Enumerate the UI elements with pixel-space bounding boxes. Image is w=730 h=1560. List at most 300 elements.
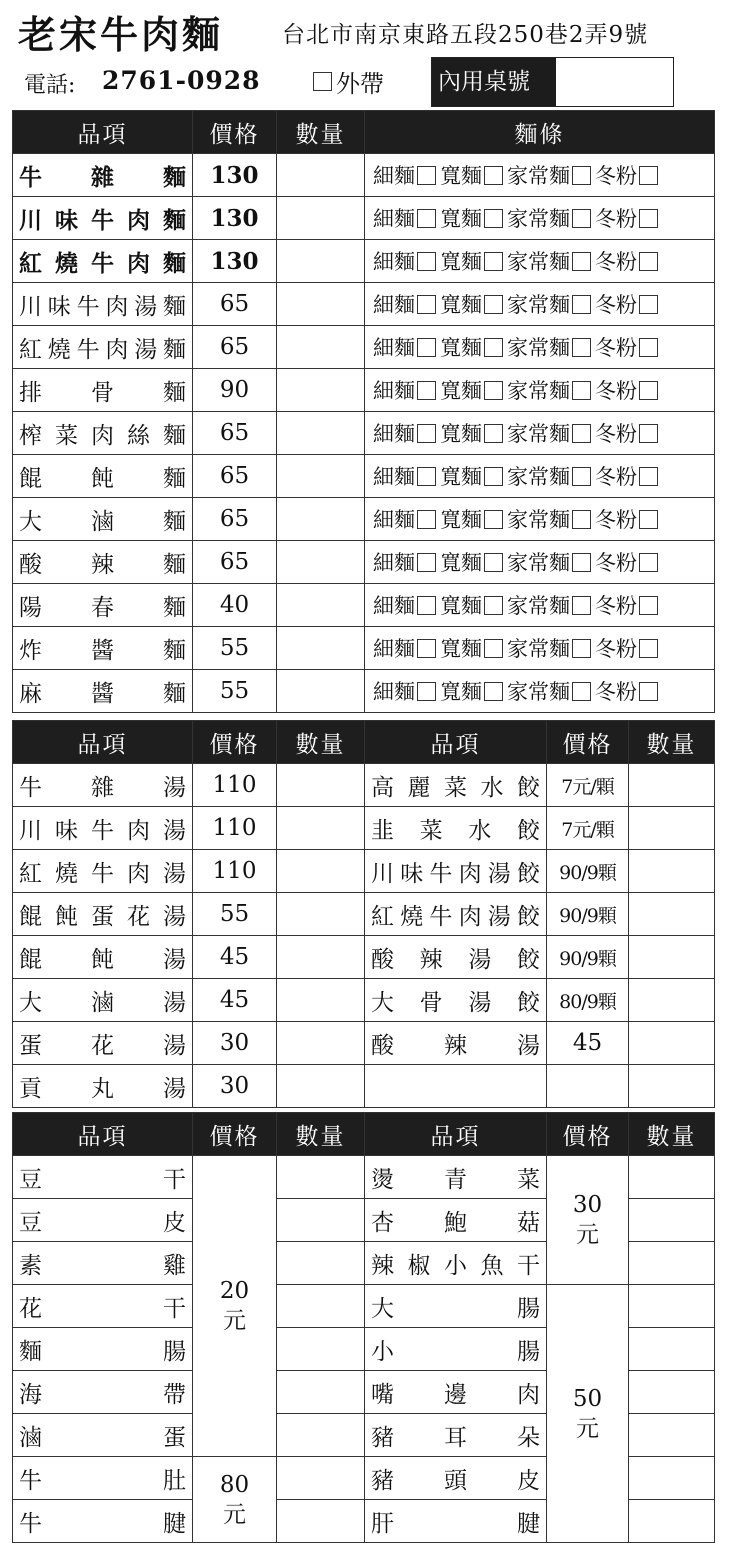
noodle-options bbox=[365, 584, 715, 627]
quantity-cell[interactable] bbox=[277, 369, 365, 412]
noodle-option-label: 細麵 bbox=[373, 637, 415, 661]
noodle-option-label: 冬粉 bbox=[595, 422, 637, 446]
quantity-cell[interactable] bbox=[277, 893, 365, 936]
quantity-cell[interactable] bbox=[277, 764, 365, 807]
noodle-checkbox[interactable] bbox=[417, 338, 436, 357]
item-name-text: 牛 雜 麵 bbox=[19, 163, 186, 191]
item-price: 45 bbox=[547, 1022, 629, 1065]
item-price: 55 bbox=[193, 627, 277, 670]
item-name-text: 嘴 邊 肉 bbox=[371, 1381, 540, 1408]
noodle-checkbox[interactable] bbox=[484, 553, 503, 572]
item-price: 65 bbox=[193, 498, 277, 541]
item-name-text: 豬 耳 朵 bbox=[371, 1424, 540, 1451]
noodle-checkbox[interactable] bbox=[484, 510, 503, 529]
noodle-checkbox[interactable] bbox=[484, 295, 503, 314]
noodle-option-label: 冬粉 bbox=[595, 379, 637, 403]
noodle-checkbox[interactable] bbox=[417, 639, 436, 658]
item-price: 55 bbox=[193, 670, 277, 713]
noodle-checkbox[interactable] bbox=[572, 295, 591, 314]
quantity-cell[interactable] bbox=[277, 154, 365, 197]
quantity-cell[interactable] bbox=[277, 627, 365, 670]
noodle-option-label: 冬粉 bbox=[595, 164, 637, 188]
noodle-option[interactable] bbox=[595, 203, 658, 233]
column-header: 數量 bbox=[277, 721, 365, 764]
noodle-checkbox[interactable] bbox=[417, 682, 436, 701]
noodle-option-label: 冬粉 bbox=[595, 250, 637, 274]
noodle-checkbox[interactable] bbox=[639, 209, 658, 228]
noodle-options bbox=[365, 627, 715, 670]
quantity-cell[interactable] bbox=[629, 936, 715, 979]
quantity-cell[interactable] bbox=[629, 764, 715, 807]
noodle-option-label: 細麵 bbox=[373, 680, 415, 704]
noodle-checkbox[interactable] bbox=[572, 639, 591, 658]
noodle-option-label: 細麵 bbox=[373, 465, 415, 489]
noodle-checkbox[interactable] bbox=[484, 252, 503, 271]
noodle-option[interactable] bbox=[507, 160, 591, 190]
noodle-checkbox[interactable] bbox=[484, 639, 503, 658]
noodle-checkbox[interactable] bbox=[484, 424, 503, 443]
item-name-text: 貢 丸 湯 bbox=[19, 1075, 186, 1102]
noodle-option-label: 寬麵 bbox=[440, 207, 482, 231]
quantity-cell[interactable] bbox=[277, 1457, 365, 1500]
dinein-table-field[interactable] bbox=[431, 57, 674, 107]
noodle-options bbox=[365, 455, 715, 498]
table-row bbox=[13, 584, 715, 627]
noodle-checkbox[interactable] bbox=[572, 381, 591, 400]
noodle-option[interactable] bbox=[440, 289, 503, 319]
quantity-cell[interactable] bbox=[277, 1371, 365, 1414]
item-name bbox=[13, 670, 193, 713]
item-name bbox=[13, 1022, 193, 1065]
noodle-checkbox[interactable] bbox=[417, 553, 436, 572]
group-price-value: 20 bbox=[219, 1278, 250, 1304]
quantity-cell[interactable] bbox=[629, 979, 715, 1022]
item-name bbox=[13, 412, 193, 455]
quantity-cell[interactable] bbox=[629, 1285, 715, 1328]
item-name bbox=[13, 936, 193, 979]
column-header: 價格 bbox=[193, 1113, 277, 1156]
item-price: 65 bbox=[193, 283, 277, 326]
noodle-option-label: 冬粉 bbox=[595, 207, 637, 231]
noodle-option-label: 寬麵 bbox=[440, 465, 482, 489]
noodle-option-label: 冬粉 bbox=[595, 551, 637, 575]
noodle-checkbox[interactable] bbox=[484, 467, 503, 486]
noodle-checkbox[interactable] bbox=[417, 424, 436, 443]
group-price bbox=[547, 1285, 629, 1543]
table-row bbox=[13, 154, 715, 197]
noodle-options bbox=[365, 283, 715, 326]
noodle-option[interactable] bbox=[595, 289, 658, 319]
table-row bbox=[13, 541, 715, 584]
noodle-option[interactable] bbox=[595, 547, 658, 577]
noodle-option[interactable] bbox=[373, 246, 436, 276]
noodle-option[interactable] bbox=[440, 676, 503, 706]
group-price-value: 80 bbox=[219, 1471, 250, 1498]
noodle-checkbox[interactable] bbox=[639, 381, 658, 400]
quantity-cell[interactable] bbox=[629, 1022, 715, 1065]
item-name bbox=[365, 979, 547, 1022]
noodle-option[interactable] bbox=[595, 418, 658, 448]
item-price bbox=[547, 1065, 629, 1108]
item-name bbox=[13, 541, 193, 584]
table-row bbox=[13, 764, 715, 807]
noodle-option[interactable] bbox=[507, 676, 591, 706]
table-row bbox=[13, 670, 715, 713]
noodle-option-label: 家常麵 bbox=[507, 637, 570, 661]
item-name bbox=[13, 1156, 193, 1199]
item-name bbox=[365, 1285, 547, 1328]
table-row bbox=[13, 893, 715, 936]
noodle-checkbox[interactable] bbox=[417, 295, 436, 314]
item-name bbox=[13, 850, 193, 893]
noodle-option-label: 細麵 bbox=[373, 422, 415, 446]
noodle-option[interactable] bbox=[373, 289, 436, 319]
noodle-option[interactable] bbox=[507, 332, 591, 362]
group-price-unit: 元 bbox=[223, 1501, 246, 1528]
item-price: 90/9顆 bbox=[547, 936, 629, 979]
noodle-option-label: 冬粉 bbox=[595, 465, 637, 489]
item-price: 110 bbox=[193, 807, 277, 850]
noodle-option[interactable] bbox=[373, 375, 436, 405]
noodle-checkbox[interactable] bbox=[639, 252, 658, 271]
item-price: 65 bbox=[193, 541, 277, 584]
noodle-option[interactable] bbox=[595, 633, 658, 663]
noodle-option-label: 冬粉 bbox=[595, 336, 637, 360]
group-price-unit: 元 bbox=[576, 1415, 599, 1442]
item-price: 7元/顆 bbox=[547, 807, 629, 850]
noodle-option[interactable] bbox=[440, 590, 503, 620]
item-name bbox=[13, 1285, 193, 1328]
item-name bbox=[365, 764, 547, 807]
noodle-checkbox[interactable] bbox=[639, 510, 658, 529]
noodle-option[interactable] bbox=[595, 461, 658, 491]
noodle-checkbox[interactable] bbox=[639, 295, 658, 314]
noodle-checkbox[interactable] bbox=[572, 166, 591, 185]
item-price: 90/9顆 bbox=[547, 893, 629, 936]
noodle-option-label: 寬麵 bbox=[440, 164, 482, 188]
item-name bbox=[365, 850, 547, 893]
noodle-checkbox[interactable] bbox=[639, 596, 658, 615]
item-name bbox=[13, 154, 193, 197]
noodle-checkbox[interactable] bbox=[417, 510, 436, 529]
quantity-cell[interactable] bbox=[277, 936, 365, 979]
quantity-cell[interactable] bbox=[277, 1328, 365, 1371]
quantity-cell[interactable] bbox=[277, 1414, 365, 1457]
noodle-option[interactable] bbox=[373, 504, 436, 534]
group-price bbox=[547, 1156, 629, 1285]
quantity-cell[interactable] bbox=[629, 1457, 715, 1500]
item-name bbox=[365, 1242, 547, 1285]
noodle-option-label: 冬粉 bbox=[595, 594, 637, 618]
noodle-option-label: 家常麵 bbox=[507, 422, 570, 446]
item-name-text: 豬 頭 皮 bbox=[371, 1467, 540, 1494]
item-name-text: 海 帶 bbox=[19, 1381, 186, 1408]
quantity-cell[interactable] bbox=[629, 893, 715, 936]
noodle-options bbox=[365, 412, 715, 455]
table-row bbox=[13, 1065, 715, 1108]
quantity-cell[interactable] bbox=[277, 979, 365, 1022]
quantity-cell[interactable] bbox=[277, 1500, 365, 1543]
noodle-options bbox=[365, 240, 715, 283]
noodle-option[interactable] bbox=[507, 590, 591, 620]
quantity-cell[interactable] bbox=[629, 1065, 715, 1108]
quantity-cell[interactable] bbox=[629, 1156, 715, 1199]
item-name bbox=[365, 1457, 547, 1500]
quantity-cell[interactable] bbox=[629, 850, 715, 893]
column-header: 數量 bbox=[277, 1113, 365, 1156]
item-name bbox=[365, 1022, 547, 1065]
noodle-option-label: 細麵 bbox=[373, 508, 415, 532]
item-price: 55 bbox=[193, 893, 277, 936]
item-name-text: 紅 燒 牛 肉 麵 bbox=[19, 249, 186, 277]
item-name-text: 牛 肚 bbox=[19, 1467, 186, 1494]
item-name bbox=[13, 1199, 193, 1242]
noodle-checkbox[interactable] bbox=[484, 596, 503, 615]
noodle-option[interactable] bbox=[440, 332, 503, 362]
quantity-cell[interactable] bbox=[277, 498, 365, 541]
item-name bbox=[13, 1371, 193, 1414]
column-header: 價格 bbox=[193, 721, 277, 764]
column-header: 數量 bbox=[277, 111, 365, 154]
noodle-option[interactable] bbox=[373, 461, 436, 491]
noodle-option[interactable] bbox=[440, 375, 503, 405]
quantity-cell[interactable] bbox=[277, 1065, 365, 1108]
column-header: 價格 bbox=[193, 111, 277, 154]
noodle-option[interactable] bbox=[507, 375, 591, 405]
item-name bbox=[365, 1199, 547, 1242]
noodle-option[interactable] bbox=[373, 418, 436, 448]
quantity-cell[interactable] bbox=[629, 1328, 715, 1371]
item-name bbox=[13, 283, 193, 326]
noodle-checkbox[interactable] bbox=[639, 166, 658, 185]
noodle-option[interactable] bbox=[373, 203, 436, 233]
quantity-cell[interactable] bbox=[277, 197, 365, 240]
noodle-option-label: 冬粉 bbox=[595, 293, 637, 317]
item-name bbox=[365, 1371, 547, 1414]
item-name bbox=[13, 1457, 193, 1500]
quantity-cell[interactable] bbox=[277, 670, 365, 713]
item-name bbox=[365, 893, 547, 936]
table-row bbox=[13, 850, 715, 893]
noodle-checkbox[interactable] bbox=[572, 682, 591, 701]
quantity-cell[interactable] bbox=[629, 1242, 715, 1285]
item-name bbox=[13, 584, 193, 627]
item-name-text: 豆 皮 bbox=[19, 1209, 186, 1236]
noodle-checkbox[interactable] bbox=[417, 596, 436, 615]
noodle-checkbox[interactable] bbox=[572, 510, 591, 529]
noodle-checkbox[interactable] bbox=[484, 682, 503, 701]
column-header: 價格 bbox=[547, 721, 629, 764]
noodle-options bbox=[365, 670, 715, 713]
noodle-option[interactable] bbox=[440, 418, 503, 448]
item-name bbox=[13, 369, 193, 412]
takeout-option[interactable] bbox=[313, 64, 384, 99]
noodle-option[interactable] bbox=[595, 590, 658, 620]
noodle-option[interactable] bbox=[595, 332, 658, 362]
quantity-cell[interactable] bbox=[277, 240, 365, 283]
noodle-option-label: 寬麵 bbox=[440, 508, 482, 532]
noodle-option-label: 寬麵 bbox=[440, 594, 482, 618]
column-header: 價格 bbox=[547, 1113, 629, 1156]
quantity-cell[interactable] bbox=[277, 1199, 365, 1242]
noodle-checkbox[interactable] bbox=[484, 338, 503, 357]
item-name-text: 蛋 花 湯 bbox=[19, 1032, 186, 1059]
item-price: 30 bbox=[193, 1065, 277, 1108]
table-row bbox=[13, 1285, 715, 1328]
noodle-checkbox[interactable] bbox=[417, 381, 436, 400]
group-price-unit: 元 bbox=[576, 1222, 599, 1248]
item-name-text: 花 干 bbox=[19, 1295, 186, 1322]
noodle-checkbox[interactable] bbox=[484, 381, 503, 400]
noodle-option[interactable] bbox=[373, 547, 436, 577]
noodle-checkbox[interactable] bbox=[639, 424, 658, 443]
phone-label: 電話: bbox=[24, 73, 76, 98]
noodle-checkbox[interactable] bbox=[639, 553, 658, 572]
noodle-option[interactable] bbox=[440, 633, 503, 663]
quantity-cell[interactable] bbox=[629, 1414, 715, 1457]
quantity-cell[interactable] bbox=[277, 1022, 365, 1065]
noodle-option[interactable] bbox=[595, 676, 658, 706]
column-header: 品項 bbox=[13, 721, 193, 764]
quantity-cell[interactable] bbox=[277, 850, 365, 893]
noodle-checkbox[interactable] bbox=[417, 166, 436, 185]
quantity-cell[interactable] bbox=[277, 412, 365, 455]
item-name bbox=[13, 498, 193, 541]
quantity-cell[interactable] bbox=[629, 1500, 715, 1543]
table-row bbox=[13, 498, 715, 541]
item-name-text: 炸 醬 麵 bbox=[19, 637, 186, 664]
noodle-option[interactable] bbox=[507, 504, 591, 534]
noodle-checkbox[interactable] bbox=[639, 682, 658, 701]
quantity-cell[interactable] bbox=[629, 1371, 715, 1414]
item-name-text: 牛 腱 bbox=[19, 1510, 186, 1537]
noodle-option[interactable] bbox=[507, 547, 591, 577]
group-price bbox=[193, 1156, 277, 1457]
noodle-checkbox[interactable] bbox=[572, 424, 591, 443]
noodle-option[interactable] bbox=[373, 332, 436, 362]
quantity-cell[interactable] bbox=[629, 1199, 715, 1242]
noodle-option-label: 家常麵 bbox=[507, 594, 570, 618]
noodle-option[interactable] bbox=[507, 289, 591, 319]
table-row bbox=[13, 979, 715, 1022]
noodle-option-label: 細麵 bbox=[373, 594, 415, 618]
item-name-text: 酸 辣 湯 餃 bbox=[371, 946, 540, 973]
group-price bbox=[193, 1457, 277, 1543]
column-header: 數量 bbox=[629, 1113, 715, 1156]
noodle-checkbox[interactable] bbox=[639, 338, 658, 357]
item-name-text: 大 腸 bbox=[371, 1295, 540, 1322]
noodle-checkbox[interactable] bbox=[572, 553, 591, 572]
noodle-option-label: 細麵 bbox=[373, 250, 415, 274]
noodle-option-label: 家常麵 bbox=[507, 293, 570, 317]
item-name-text: 川 味 牛 肉 湯 餃 bbox=[371, 860, 540, 887]
item-name bbox=[365, 1065, 547, 1108]
quantity-cell[interactable] bbox=[277, 1285, 365, 1328]
noodle-option[interactable] bbox=[595, 504, 658, 534]
group-price-value: 30 bbox=[572, 1192, 603, 1218]
noodle-checkbox[interactable] bbox=[572, 596, 591, 615]
item-name-text: 麵 腸 bbox=[19, 1338, 186, 1365]
noodle-option-label: 家常麵 bbox=[507, 207, 570, 231]
phone-number: 2761-0928 bbox=[102, 66, 261, 95]
noodle-options bbox=[365, 326, 715, 369]
noodle-checkbox[interactable] bbox=[572, 209, 591, 228]
item-name bbox=[365, 1500, 547, 1543]
item-price: 80/9顆 bbox=[547, 979, 629, 1022]
noodle-option[interactable] bbox=[440, 461, 503, 491]
item-name-text: 餛 飩 湯 bbox=[19, 946, 186, 973]
noodle-checkbox[interactable] bbox=[572, 467, 591, 486]
noodle-option[interactable] bbox=[440, 203, 503, 233]
noodle-option-label: 家常麵 bbox=[507, 336, 570, 360]
table-row bbox=[13, 326, 715, 369]
noodle-option[interactable] bbox=[440, 504, 503, 534]
noodle-checkbox[interactable] bbox=[484, 166, 503, 185]
noodle-option[interactable] bbox=[440, 547, 503, 577]
noodle-checkbox[interactable] bbox=[484, 209, 503, 228]
quantity-cell[interactable] bbox=[277, 283, 365, 326]
noodle-checkbox[interactable] bbox=[639, 467, 658, 486]
item-name bbox=[13, 893, 193, 936]
quantity-cell[interactable] bbox=[277, 541, 365, 584]
item-name bbox=[13, 326, 193, 369]
quantity-cell[interactable] bbox=[277, 1242, 365, 1285]
noodle-option-label: 細麵 bbox=[373, 293, 415, 317]
noodle-options bbox=[365, 498, 715, 541]
noodle-options bbox=[365, 154, 715, 197]
item-price: 45 bbox=[193, 979, 277, 1022]
table-row bbox=[13, 455, 715, 498]
quantity-cell[interactable] bbox=[629, 807, 715, 850]
quantity-cell[interactable] bbox=[277, 807, 365, 850]
noodle-option[interactable] bbox=[507, 203, 591, 233]
noodle-checkbox[interactable] bbox=[417, 209, 436, 228]
item-name-text: 大 滷 麵 bbox=[19, 508, 186, 535]
noodle-checkbox[interactable] bbox=[417, 252, 436, 271]
takeout-checkbox[interactable] bbox=[313, 72, 332, 91]
noodle-option[interactable] bbox=[595, 246, 658, 276]
noodle-checkbox[interactable] bbox=[572, 338, 591, 357]
noodle-option[interactable] bbox=[373, 160, 436, 190]
noodle-option[interactable] bbox=[507, 461, 591, 491]
table-row bbox=[13, 197, 715, 240]
quantity-cell[interactable] bbox=[277, 1156, 365, 1199]
noodle-option[interactable] bbox=[440, 246, 503, 276]
table-row bbox=[13, 369, 715, 412]
noodle-menu-table bbox=[12, 110, 715, 713]
quantity-cell[interactable] bbox=[277, 455, 365, 498]
noodle-option[interactable] bbox=[507, 246, 591, 276]
noodle-option[interactable] bbox=[440, 160, 503, 190]
noodle-checkbox[interactable] bbox=[572, 252, 591, 271]
noodle-option[interactable] bbox=[373, 590, 436, 620]
item-name-text: 川 味 牛 肉 湯 麵 bbox=[19, 293, 186, 320]
table-row bbox=[13, 936, 715, 979]
quantity-cell[interactable] bbox=[277, 326, 365, 369]
item-name-text: 紅 燒 牛 肉 湯 餃 bbox=[371, 903, 540, 930]
noodle-option[interactable] bbox=[595, 160, 658, 190]
noodle-checkbox[interactable] bbox=[417, 467, 436, 486]
item-name-text: 川 味 牛 肉 湯 bbox=[19, 817, 186, 844]
noodle-option[interactable] bbox=[373, 676, 436, 706]
noodle-option[interactable] bbox=[507, 633, 591, 663]
noodle-option[interactable] bbox=[595, 375, 658, 405]
takeout-label: 外帶 bbox=[336, 70, 384, 98]
noodle-option[interactable] bbox=[373, 633, 436, 663]
noodle-option[interactable] bbox=[507, 418, 591, 448]
quantity-cell[interactable] bbox=[277, 584, 365, 627]
noodle-checkbox[interactable] bbox=[639, 639, 658, 658]
